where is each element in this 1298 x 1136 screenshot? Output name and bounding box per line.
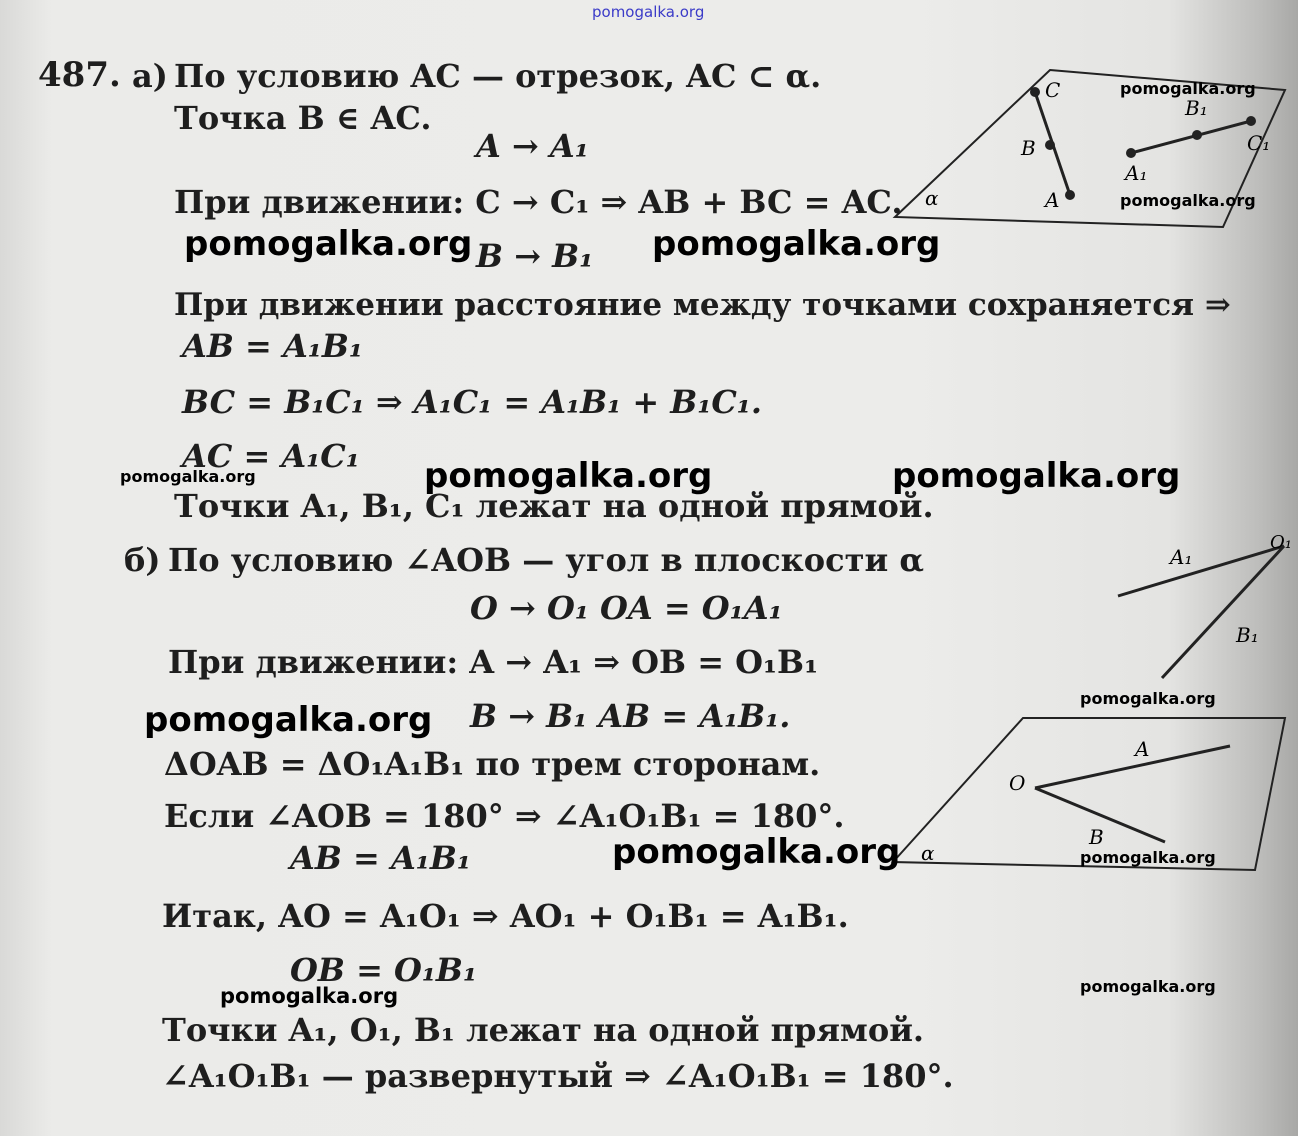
label-a1-fig2: A₁	[1170, 545, 1193, 569]
label-b-fig3: B	[1089, 825, 1104, 849]
part-a-marker: а)	[132, 57, 168, 95]
ray-oa	[1035, 746, 1230, 788]
part-b-line-9: OB = O₁B₁	[290, 951, 477, 989]
watermark-10: pomogalka.org	[612, 832, 901, 872]
part-a-line-3: A → A₁	[476, 127, 589, 165]
part-a-line-9: AC = A₁C₁	[182, 437, 360, 475]
point-b	[1045, 140, 1055, 150]
watermark-1: pomogalka.org	[1120, 79, 1256, 98]
watermark-8: pomogalka.org	[1080, 689, 1216, 708]
part-a-line-5: B → B₁	[476, 237, 594, 275]
part-b-marker: б)	[124, 541, 161, 579]
watermark-11: pomogalka.org	[1080, 848, 1216, 867]
part-a-line-6: При движении расстояние между точками сохраняется ⇒	[174, 287, 1231, 323]
label-alpha-1: α	[925, 186, 939, 210]
part-b-line-7: AB = A₁B₁	[290, 839, 471, 877]
label-b1-fig2: B₁	[1236, 623, 1259, 647]
watermark-6: pomogalka.org	[424, 456, 713, 496]
part-a-line-7: AB = A₁B₁	[182, 327, 363, 365]
label-c: C	[1045, 78, 1061, 102]
label-b1: B₁	[1185, 96, 1208, 120]
part-a-line-4: При движении: C → C₁ ⇒ AB + BC = AC.	[174, 183, 903, 221]
point-c1	[1246, 116, 1256, 126]
label-b: B	[1021, 136, 1036, 160]
part-a-line-8: BC = B₁C₁ ⇒ A₁C₁ = A₁B₁ + B₁C₁.	[182, 383, 762, 421]
label-a-fig3: A	[1135, 737, 1150, 761]
watermark-7: pomogalka.org	[892, 456, 1181, 496]
watermark-3: pomogalka.org	[184, 224, 473, 264]
watermark-12: pomogalka.org	[1080, 977, 1216, 996]
label-o: O	[1009, 771, 1026, 795]
point-a	[1065, 190, 1075, 200]
problem-number: 487.	[38, 55, 121, 95]
part-b-line-2: O → O₁ OA = O₁A₁	[470, 589, 783, 627]
part-b-line-10: Точки A₁, O₁, B₁ лежат на одной прямой.	[162, 1011, 925, 1049]
segment-a1c1	[1131, 121, 1251, 153]
watermark-top: pomogalka.org	[592, 3, 705, 21]
part-a-line-10: Точки A₁, B₁, C₁ лежат на одной прямой.	[174, 487, 934, 525]
label-a: A	[1045, 188, 1060, 212]
label-a1: A₁	[1125, 161, 1148, 185]
label-alpha-2: α	[921, 841, 935, 865]
figure-angle-a1o1b1	[1110, 530, 1298, 690]
watermark-4: pomogalka.org	[652, 224, 941, 264]
part-b-line-8: Итак, AO = A₁O₁ ⇒ AO₁ + O₁B₁ = A₁B₁.	[162, 897, 849, 935]
part-b-line-4: B → B₁ AB = A₁B₁.	[470, 697, 791, 735]
part-b-line-5: ΔOAB = ΔO₁A₁B₁ по трем сторонам.	[164, 745, 821, 783]
part-a-line-2: Точка B ∈ AC.	[174, 99, 432, 137]
part-b-line-11: ∠A₁O₁B₁ — развернутый ⇒ ∠A₁O₁B₁ = 180°.	[162, 1057, 954, 1095]
point-b1	[1192, 130, 1202, 140]
part-b-line-3: При движении: A → A₁ ⇒ OB = O₁B₁	[168, 643, 819, 681]
watermark-5: pomogalka.org	[120, 467, 256, 486]
label-o1-fig2: O₁	[1270, 532, 1292, 553]
point-c	[1030, 87, 1040, 97]
watermark-13: pomogalka.org	[220, 984, 399, 1008]
point-a1	[1126, 148, 1136, 158]
watermark-2: pomogalka.org	[1120, 191, 1256, 210]
part-b-line-1: По условию ∠AOB — угол в плоскости α	[168, 541, 924, 579]
part-a-line-1: По условию AC — отрезок, AC ⊂ α.	[174, 57, 822, 95]
watermark-9: pomogalka.org	[144, 700, 433, 740]
part-b-line-6: Если ∠AOB = 180° ⇒ ∠A₁O₁B₁ = 180°.	[164, 797, 845, 835]
label-c1: C₁	[1247, 131, 1271, 155]
